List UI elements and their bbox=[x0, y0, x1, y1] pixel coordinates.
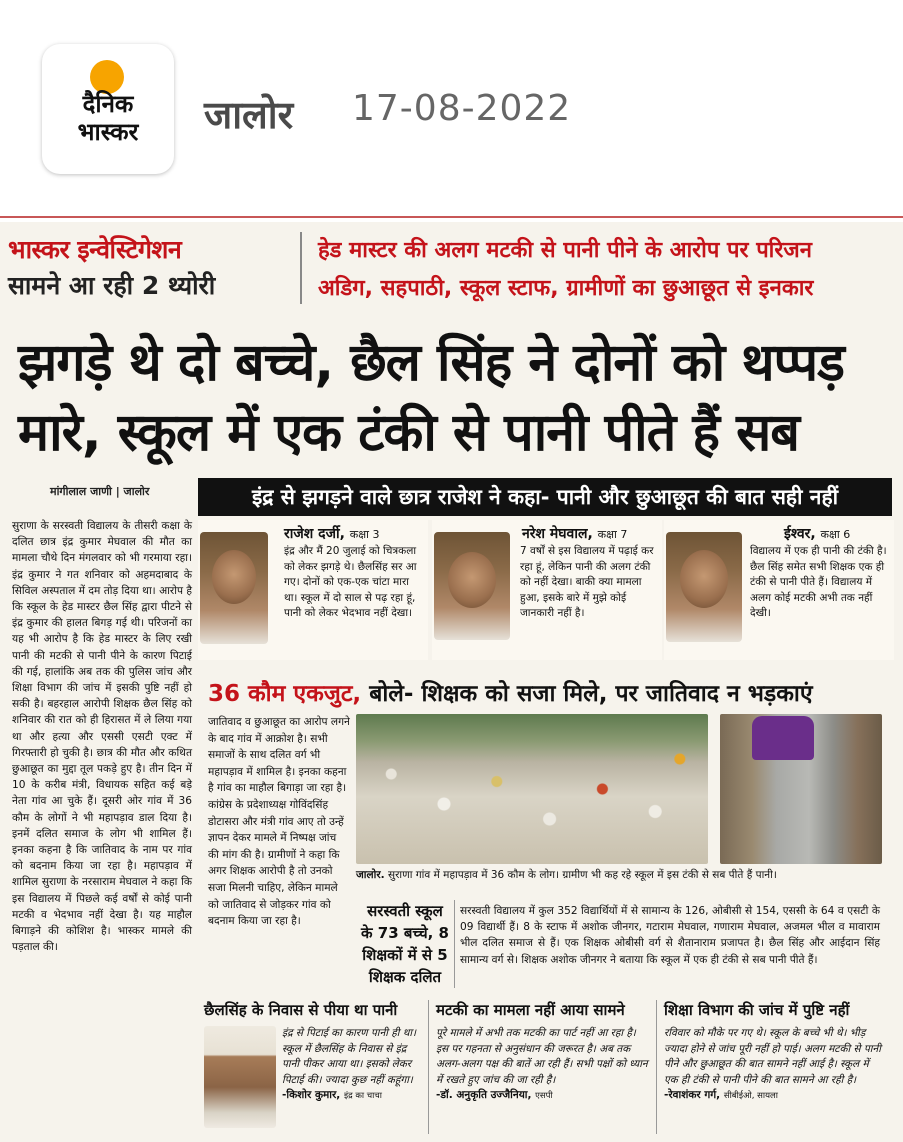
main-headline-line-1: झगड़े थे दो बच्चे, छैल सिंह ने दोनों को थप्पड़ bbox=[18, 333, 844, 393]
headline-black-part: बोले- शिक्षक को सजा मिले, पर जातिवाद न भड़काएं bbox=[369, 681, 813, 707]
school-stats-line: शिक्षकों में से 5 bbox=[362, 946, 448, 964]
bottom-quote: रविवार को मौके पर गए थे। स्कूल के बच्चे भी थे। भीड़ ज्यादा होने से जांच पूरी नहीं हो पाई। अलग मटकी से पानी पीने और छुआछूत की बात सामने नहीं आई है। स्कूल में एक ही टंकी से पानी पीने की बात सामने आ रही है। bbox=[664, 1027, 881, 1086]
logo-text-line2: भास्कर bbox=[77, 118, 139, 146]
tank-cloth-cover bbox=[752, 716, 814, 760]
student-photo-ishwar bbox=[666, 532, 742, 642]
school-stats-line: शिक्षक दलित bbox=[368, 968, 442, 986]
quote-signature: -रेवाशंकर गर्ग, bbox=[664, 1089, 721, 1102]
student-quote: 7 वर्षों से इस विद्यालय में पढ़ाई कर रहा हूं, लेकिन पानी की अलग टंकी को नहीं देखा। बाकी क्या मामला हुआ, इसके बारे में मुझे कोई जानकारी नहीं है। bbox=[520, 545, 654, 619]
school-stats-line: के 73 बच्चे, 8 bbox=[361, 924, 449, 942]
student-quote-banner: इंद्र से झगड़ने वाले छात्र राजेश ने कहा- पानी और छुआछूत की बात सही नहीं bbox=[198, 478, 892, 516]
student-panel-ishwar bbox=[664, 520, 894, 660]
student-panel-rajesh bbox=[198, 520, 428, 660]
sun-logo-icon bbox=[90, 60, 124, 94]
headline-red-part: 36 कौम एकजुट, bbox=[208, 681, 362, 707]
quote-signature-role: एसपी bbox=[535, 1091, 553, 1102]
main-headline-line-2: मारे, स्कूल में एक टंकी से पानी पीते हैं सब bbox=[18, 403, 799, 463]
edition-date: 17-08-2022 bbox=[352, 88, 572, 129]
school-stats-highlight bbox=[356, 900, 455, 988]
edition-city: जालोर bbox=[204, 93, 294, 137]
student-class: कक्षा 7 bbox=[597, 528, 628, 541]
kicker-theories: सामने आ रही 2 थ्योरी bbox=[8, 271, 216, 300]
student-class: कक्षा 3 bbox=[349, 528, 380, 541]
quote-signature-role: इंद्र का चाचा bbox=[343, 1091, 382, 1102]
bottom-quote: पूरे मामले में अभी तक मटकी का पार्ट नहीं आ रहा है। इस पर गहनता से अनुसंधान की जरूरत है। अब तक अलग-अलग पक्ष की बातें आ रही हैं। सभी पक्षों को ध्यान में रखते हुए जांच की जा रही है। bbox=[436, 1027, 648, 1086]
student-class: कक्षा 6 bbox=[820, 528, 851, 541]
student-name: नरेश मेघवाल, bbox=[522, 526, 593, 542]
kicker-divider bbox=[300, 232, 302, 304]
bottom-section-3 bbox=[664, 1026, 884, 1102]
photo-caption bbox=[356, 868, 884, 882]
section-headline-36-kaum bbox=[208, 676, 813, 708]
student-quote: इंद्र और मैं 20 जुलाई को चित्रकला को लेकर झगड़े थे। छैलसिंह सर आ गए। दोनों को एक-एक चांटा मारा था। स्कूल में दो साल से पढ़ रहा हूं, पानी को लेकर भेदभाव नहीं देखा। bbox=[284, 545, 417, 619]
bottom-quote: इंद्र से पिटाई का कारण पानी ही था। स्कूल में छैलसिंह के निवास से इंद्र पानी पीकर आया था। इसको लेकर पिटाई की। ज्यादा कुछ नहीं कहूंगा। bbox=[282, 1027, 417, 1086]
school-stats-line: सरस्वती स्कूल bbox=[367, 902, 443, 920]
student-name: राजेश दर्जी, bbox=[284, 526, 345, 542]
quote-signature: -डॉ. अनुकृति उज्जैनिया, bbox=[436, 1089, 532, 1102]
bottom-section-head-3: शिक्षा विभाग की जांच में पुष्टि नहीं bbox=[664, 1001, 850, 1019]
bottom-section-head-1: छैलसिंह के निवास से पीया था पानी bbox=[204, 1001, 398, 1019]
bottom-section-2 bbox=[436, 1026, 650, 1102]
logo-text-line1: दैनिक bbox=[82, 90, 134, 118]
student-photo-rajesh bbox=[200, 532, 268, 644]
deck-line-2: अडिग, सहपाठी, स्कूल स्टाफ, ग्रामीणों का छुआछूत से इनकार bbox=[318, 276, 814, 301]
student-photo-naresh bbox=[434, 532, 510, 640]
crowd-protest-photo bbox=[356, 714, 708, 864]
student-panel-naresh bbox=[432, 520, 662, 660]
section-text-36-kaum: जातिवाद व छुआछूत का आरोप लगने के बाद गांव में आक्रोश है। सभी समाजों के साथ दलित वर्ग भी महापड़ाव में शामिल है। इनका कहना है गांव का माहौल बिगाड़ा जा रहा है। कांग्रेस के प्रदेशाध्यक्ष गोविंदसिंह डोटासरा और मंत्री गांव आए तो उन्हें ज्ञापन देकर मामले में निष्पक्ष जांच की मांग की है। ग्रामीणों ने कहा कि अगर शिक्षक आरोपी है तो उनको सजा मिलनी चाहिए, लेकिन मामले को जातिवाद से जोड़कर गांव को बदनाम किया जा रहा है। bbox=[208, 716, 350, 928]
bottom-section-1 bbox=[282, 1026, 422, 1102]
student-quote: विद्यालय में एक ही पानी की टंकी है। छैल सिंह समेत सभी शिक्षक एक ही टंकी से पानी पीते हैं। विद्यालय में अलग कोई मटकी अभी तक नहीं देखी। bbox=[750, 545, 887, 619]
deck-line-1: हेड मास्टर की अलग मटकी से पानी पीने के आरोप पर परिजन bbox=[318, 238, 812, 263]
header-divider bbox=[0, 216, 903, 218]
caption-text: सुराणा गांव में महापड़ाव में 36 कौम के लोग। ग्रामीण भी कह रहे स्कूल में इस टंकी से सब पीते हैं पानी। bbox=[387, 869, 777, 881]
caption-place: जालोर. bbox=[356, 869, 385, 881]
kishore-kumar-photo bbox=[204, 1026, 276, 1128]
quote-signature-role: सीबीईओ, सायला bbox=[723, 1091, 778, 1102]
lead-article-text: सुराणा के सरस्वती विद्यालय के तीसरी कक्षा के दलित छात्र इंद्र कुमार मेघवाल की मौत का मामला चौथे दिन मंगलवार को भी गरमाया रहा। इंद्र कुमार ने गत शनिवार को अहमदाबाद के सिविल अस्पताल में दम तोड़ दिया था। आरोप है कि स्कूल के हेड मास्टर छैल सिंह द्वारा पीटने से इंद्र कुमार की हालत बिगड़ गई थी। परिजनों का यह भी आरोप है कि हेड मास्टर के लिए रखी पानी की मटकी से पानी पीने के कारण पिटाई की गई, हालांकि अब तक की पुलिस जांच और शिक्षा विभाग की जांच में इसकी पुष्टि नहीं हो सकी है। बहरहाल आरोपी शिक्षक छैल सिंह को शनिवार की रात को ही हिरासत में ले लिया गया था और हत्या और एससी एसटी एक्ट में गिरफ्तारी हो चुकी है। छात्र की मौत और कथित छुआछूत का मुद्दा तूल पकड़े हुए है। तीन दिन में 10 के करीब मंत्री, विधायक सहित कई बड़े नेता गांव आ चुके हैं। दूसरी ओर गांव में 36 कौम के लोगों ने भी महापड़ाव डाल दिया है। इनमें दलित समाज के लोग भी शामिल हैं। इनका कहना है कि जातिवाद के नाम पर गांव को बदनाम किया जा रहा है। महापड़ाव में शामिल सुराणा के नरसाराम मेघवाल ने कहा कि इस विद्यालय में पिछले कई वर्षों से कोई पानी मटकी व भेदभाव नहीं देखा है। यह माहौल बिगाड़ने की कोशिश है। भास्कर मामले की पड़ताल की। bbox=[12, 520, 192, 954]
byline: मांगीलाल जाणी | जालोर bbox=[50, 485, 150, 498]
quote-signature: -किशोर कुमार, bbox=[282, 1089, 341, 1102]
column-divider bbox=[428, 1000, 429, 1134]
student-name: ईश्वर, bbox=[784, 526, 816, 542]
bottom-section-head-2: मटकी का मामला नहीं आया सामने bbox=[436, 1001, 625, 1019]
column-divider bbox=[656, 1000, 657, 1134]
kicker-investigation: भास्कर इन्वेस्टिगेशन bbox=[8, 235, 182, 264]
school-stats-text: सरस्वती विद्यालय में कुल 352 विद्यार्थियों में से सामान्य के 126, ओबीसी से 154, एससी के 64 व एसटी के 09 विद्यार्थी हैं। 8 के स्टाफ में अशोक जीनगर, गटाराम मेघवाल, गणाराम मेघवाल, अजमल भील व मावाराम भील दलित समाज से हैं। एक शिक्षक ओबीसी वर्ग से शैतानाराम प्रजापत है। छैल सिंह और आईदान सिंह सामान्य वर्ग से। शिक्षक अशोक जीनगर ने बताया कि स्कूल में एक ही टंकी से सब पानी पीते हैं। bbox=[460, 905, 880, 966]
dainik-bhaskar-logo bbox=[42, 44, 174, 174]
